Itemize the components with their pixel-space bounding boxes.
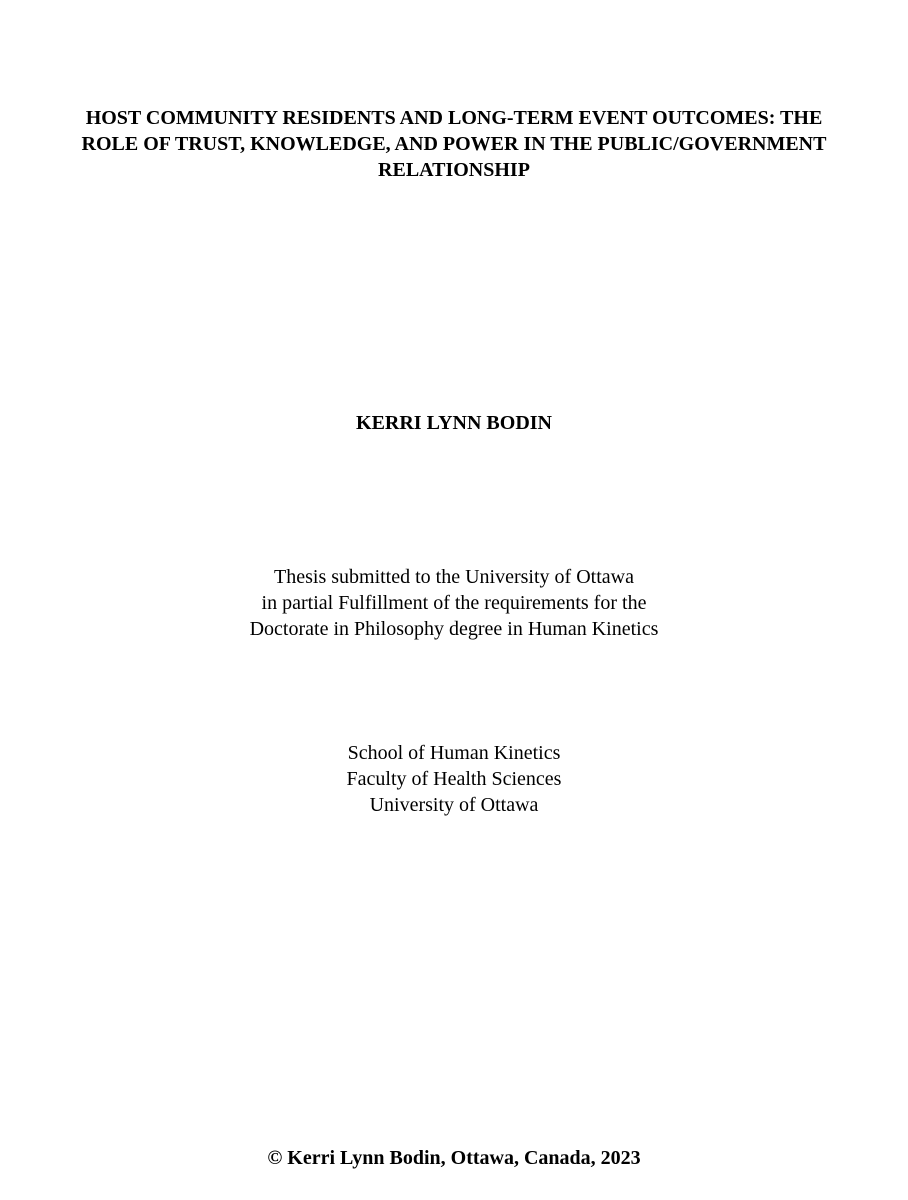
- thesis-title-line-2: ROLE OF TRUST, KNOWLEDGE, AND POWER IN THE PUBLIC/GOVERNMENT: [81, 133, 827, 155]
- author-name: KERRI LYNN BODIN: [356, 412, 552, 434]
- thesis-title-line-1: HOST COMMUNITY RESIDENTS AND LONG-TERM EVENT OUTCOMES: THE: [85, 107, 823, 129]
- institution-university: University of Ottawa: [369, 794, 539, 816]
- thesis-title: [0, 105, 908, 183]
- thesis-title-line-3: RELATIONSHIP: [378, 159, 530, 181]
- submission-line-3: Doctorate in Philosophy degree in Human Kinetics: [249, 618, 659, 640]
- submission-line-1: Thesis submitted to the University of Ottawa: [274, 566, 634, 588]
- institution-faculty: Faculty of Health Sciences: [346, 768, 562, 790]
- copyright-notice: © Kerri Lynn Bodin, Ottawa, Canada, 2023: [267, 1147, 641, 1169]
- institution-info: [0, 740, 908, 818]
- submission-line-2: in partial Fulfillment of the requirements for the: [261, 592, 647, 614]
- institution-school: School of Human Kinetics: [347, 742, 561, 764]
- submission-statement: [0, 564, 908, 642]
